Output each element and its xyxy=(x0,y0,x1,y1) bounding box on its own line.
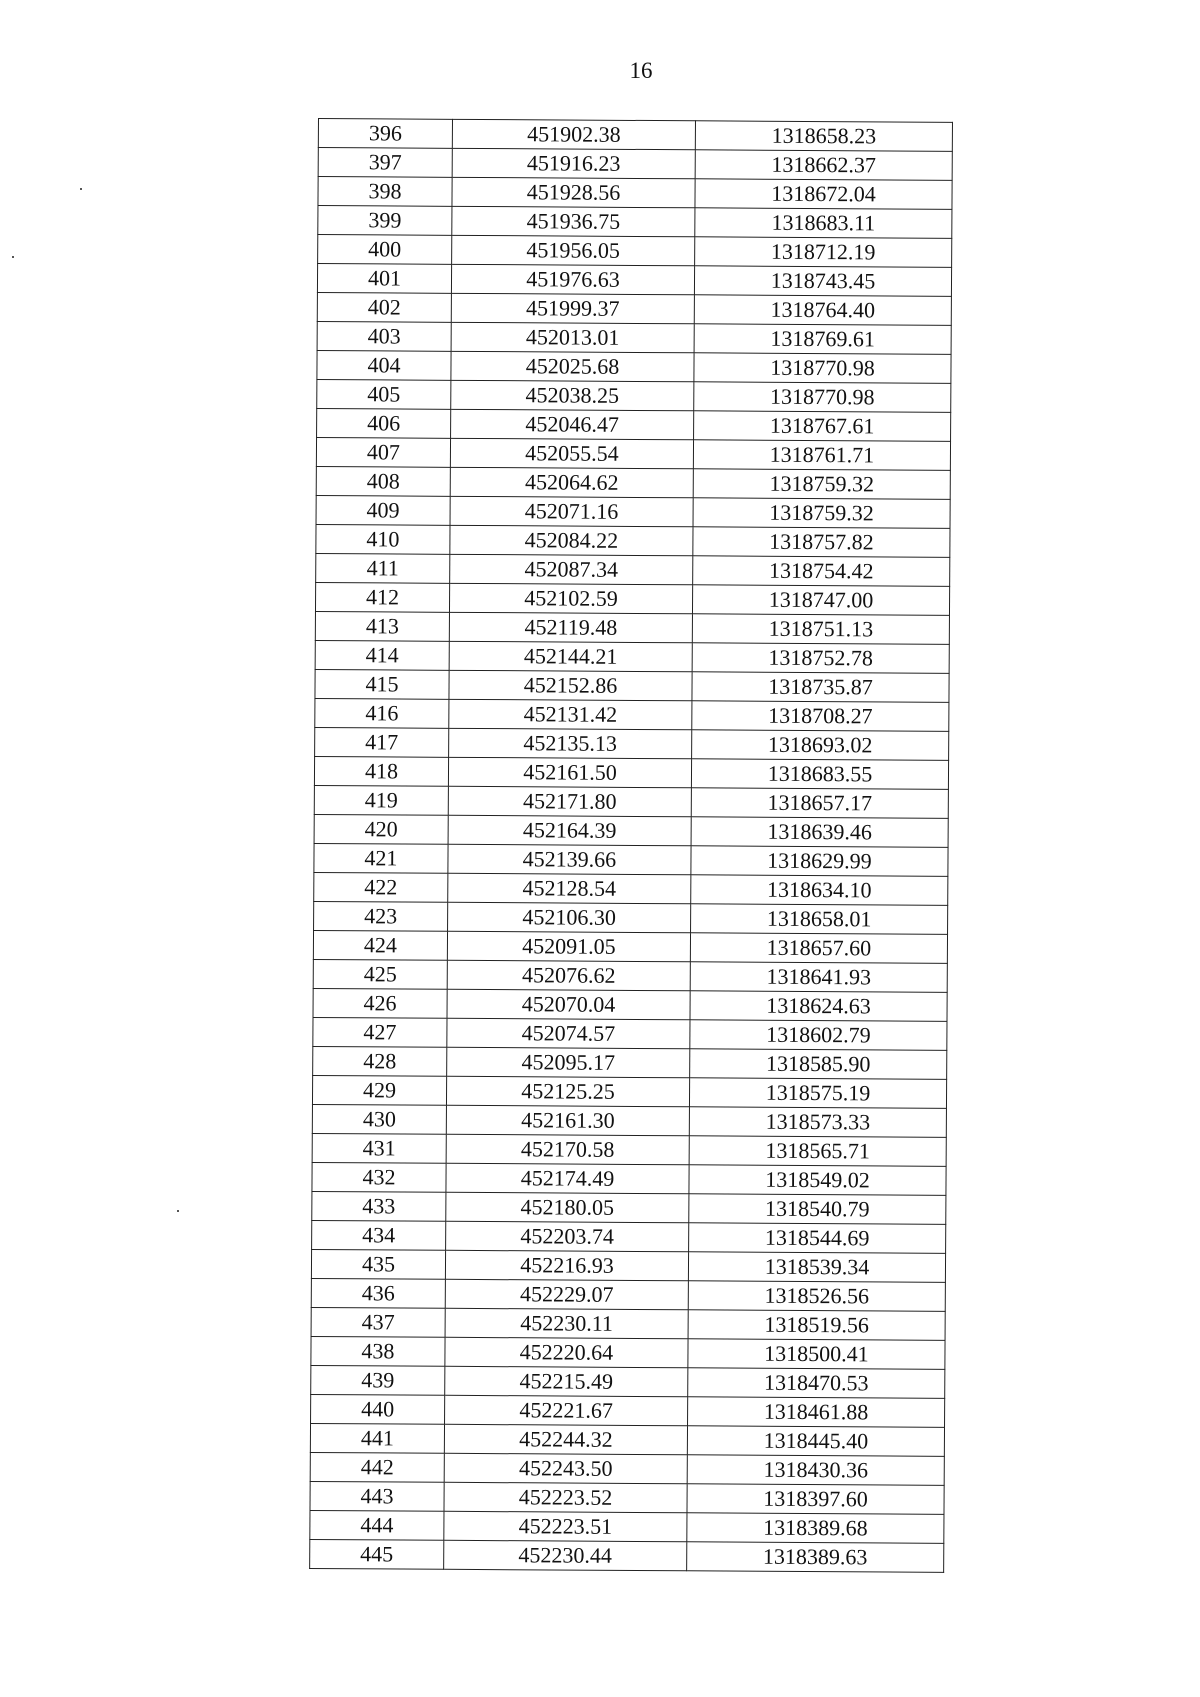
point-number-cell: 428 xyxy=(313,1046,447,1076)
table-row xyxy=(317,264,951,297)
table-row xyxy=(317,350,951,383)
x-coordinate-cell: 452128.54 xyxy=(448,873,691,903)
table-row xyxy=(314,901,948,934)
point-number-cell: 408 xyxy=(316,466,450,496)
point-number-cell: 441 xyxy=(310,1423,444,1453)
x-coordinate-cell: 452203.74 xyxy=(446,1221,689,1251)
table-row xyxy=(314,756,948,789)
point-number-cell: 399 xyxy=(318,206,452,236)
point-number-cell: 418 xyxy=(314,756,448,786)
y-coordinate-cell: 1318662.37 xyxy=(695,150,952,181)
x-coordinate-cell: 452220.64 xyxy=(445,1337,688,1367)
y-coordinate-cell: 1318575.19 xyxy=(689,1078,946,1109)
point-number-cell: 416 xyxy=(315,698,449,728)
x-coordinate-cell: 452064.62 xyxy=(450,467,693,497)
point-number-cell: 398 xyxy=(318,177,452,207)
x-coordinate-cell: 451976.63 xyxy=(451,264,694,294)
y-coordinate-cell: 1318602.79 xyxy=(690,1020,947,1051)
point-number-cell: 403 xyxy=(317,321,451,351)
x-coordinate-cell: 452139.66 xyxy=(448,844,691,874)
table-row xyxy=(315,582,949,615)
point-number-cell: 411 xyxy=(316,553,450,583)
x-coordinate-cell: 452161.30 xyxy=(446,1105,689,1135)
point-number-cell: 396 xyxy=(318,119,452,149)
point-number-cell: 430 xyxy=(312,1104,446,1134)
table-row xyxy=(311,1365,945,1398)
table-row xyxy=(317,321,951,354)
x-coordinate-cell: 452084.22 xyxy=(450,525,693,555)
x-coordinate-cell: 452221.67 xyxy=(445,1395,688,1425)
x-coordinate-cell: 452243.50 xyxy=(444,1453,687,1483)
y-coordinate-cell: 1318445.40 xyxy=(687,1426,944,1457)
y-coordinate-cell: 1318526.56 xyxy=(688,1281,945,1312)
table-row xyxy=(315,669,949,702)
x-coordinate-cell: 452025.68 xyxy=(451,351,694,381)
x-coordinate-cell: 452215.49 xyxy=(445,1366,688,1396)
point-number-cell: 427 xyxy=(313,1017,447,1047)
y-coordinate-cell: 1318461.88 xyxy=(688,1397,945,1428)
y-coordinate-cell: 1318712.19 xyxy=(695,237,952,268)
y-coordinate-cell: 1318641.93 xyxy=(690,962,947,993)
x-coordinate-cell: 452106.30 xyxy=(448,902,691,932)
x-coordinate-cell: 452161.50 xyxy=(448,757,691,787)
x-coordinate-cell: 452070.04 xyxy=(447,989,690,1019)
y-coordinate-cell: 1318693.02 xyxy=(692,730,949,761)
table-row xyxy=(312,1104,946,1137)
point-number-cell: 420 xyxy=(314,814,448,844)
point-number-cell: 435 xyxy=(311,1249,445,1279)
point-number-cell: 422 xyxy=(314,872,448,902)
y-coordinate-cell: 1318657.60 xyxy=(690,933,947,964)
y-coordinate-cell: 1318624.63 xyxy=(690,991,947,1022)
point-number-cell: 423 xyxy=(314,901,448,931)
x-coordinate-cell: 452076.62 xyxy=(447,960,690,990)
y-coordinate-cell: 1318658.01 xyxy=(691,904,948,935)
table-row xyxy=(314,785,948,818)
point-number-cell: 445 xyxy=(310,1539,444,1569)
y-coordinate-cell: 1318683.55 xyxy=(691,759,948,790)
table-row xyxy=(313,1017,947,1050)
table-row xyxy=(310,1481,944,1514)
point-number-cell: 424 xyxy=(313,930,447,960)
point-number-cell: 433 xyxy=(312,1191,446,1221)
y-coordinate-cell: 1318747.00 xyxy=(692,585,949,616)
table-row xyxy=(311,1278,945,1311)
table-row xyxy=(311,1336,945,1369)
point-number-cell: 401 xyxy=(317,264,451,294)
point-number-cell: 409 xyxy=(316,495,450,525)
scan-speck xyxy=(12,256,14,258)
table-row xyxy=(315,698,949,731)
coordinates-table-body xyxy=(310,119,953,1573)
table-row xyxy=(313,959,947,992)
x-coordinate-cell: 452013.01 xyxy=(451,322,694,352)
x-coordinate-cell: 452144.21 xyxy=(449,641,692,671)
x-coordinate-cell: 451956.05 xyxy=(452,235,695,265)
point-number-cell: 439 xyxy=(311,1365,445,1395)
table-row xyxy=(313,930,947,963)
x-coordinate-cell: 452244.32 xyxy=(444,1424,687,1454)
point-number-cell: 434 xyxy=(312,1220,446,1250)
table-row xyxy=(315,611,949,644)
table-row xyxy=(317,408,951,441)
x-coordinate-cell: 451902.38 xyxy=(452,119,695,149)
y-coordinate-cell: 1318565.71 xyxy=(689,1136,946,1167)
table-row xyxy=(310,1452,944,1485)
point-number-cell: 413 xyxy=(315,611,449,641)
y-coordinate-cell: 1318430.36 xyxy=(687,1455,944,1486)
point-number-cell: 410 xyxy=(316,524,450,554)
x-coordinate-cell: 452223.51 xyxy=(444,1511,687,1541)
point-number-cell: 437 xyxy=(311,1307,445,1337)
y-coordinate-cell: 1318657.17 xyxy=(691,788,948,819)
table-row xyxy=(315,727,949,760)
coordinates-table xyxy=(309,118,953,1573)
x-coordinate-cell: 451916.23 xyxy=(452,148,695,178)
table-row xyxy=(314,872,948,905)
point-number-cell: 432 xyxy=(312,1162,446,1192)
y-coordinate-cell: 1318573.33 xyxy=(689,1107,946,1138)
table-row xyxy=(311,1394,945,1427)
x-coordinate-cell: 452071.16 xyxy=(450,496,693,526)
y-coordinate-cell: 1318770.98 xyxy=(694,382,951,413)
x-coordinate-cell: 452131.42 xyxy=(449,699,692,729)
table-row xyxy=(318,235,952,268)
y-coordinate-cell: 1318470.53 xyxy=(688,1368,945,1399)
y-coordinate-cell: 1318767.61 xyxy=(694,411,951,442)
point-number-cell: 417 xyxy=(315,727,449,757)
table-row xyxy=(310,1423,944,1456)
scan-speck xyxy=(80,188,82,190)
y-coordinate-cell: 1318658.23 xyxy=(695,121,952,152)
y-coordinate-cell: 1318754.42 xyxy=(693,556,950,587)
x-coordinate-cell: 452125.25 xyxy=(446,1076,689,1106)
table-row xyxy=(316,553,950,586)
y-coordinate-cell: 1318585.90 xyxy=(690,1049,947,1080)
scan-speck xyxy=(177,1210,179,1212)
table-row xyxy=(312,1133,946,1166)
table-row xyxy=(318,206,952,239)
y-coordinate-cell: 1318761.71 xyxy=(693,440,950,471)
point-number-cell: 405 xyxy=(317,379,451,409)
y-coordinate-cell: 1318672.04 xyxy=(695,179,952,210)
x-coordinate-cell: 452230.11 xyxy=(445,1308,688,1338)
table-row xyxy=(312,1220,946,1253)
table-row xyxy=(310,1539,944,1572)
y-coordinate-cell: 1318770.98 xyxy=(694,353,951,384)
table-row xyxy=(318,119,952,152)
point-number-cell: 400 xyxy=(318,235,452,265)
point-number-cell: 412 xyxy=(315,582,449,612)
table-row xyxy=(311,1249,945,1282)
y-coordinate-cell: 1318752.78 xyxy=(692,643,949,674)
y-coordinate-cell: 1318540.79 xyxy=(689,1194,946,1225)
y-coordinate-cell: 1318549.02 xyxy=(689,1165,946,1196)
x-coordinate-cell: 452216.93 xyxy=(445,1250,688,1280)
x-coordinate-cell: 452046.47 xyxy=(451,409,694,439)
y-coordinate-cell: 1318769.61 xyxy=(694,324,951,355)
y-coordinate-cell: 1318389.63 xyxy=(687,1542,944,1573)
y-coordinate-cell: 1318500.41 xyxy=(688,1339,945,1370)
y-coordinate-cell: 1318519.56 xyxy=(688,1310,945,1341)
point-number-cell: 431 xyxy=(312,1133,446,1163)
y-coordinate-cell: 1318759.32 xyxy=(693,498,950,529)
y-coordinate-cell: 1318759.32 xyxy=(693,469,950,500)
table-row xyxy=(313,1046,947,1079)
table-row xyxy=(312,1191,946,1224)
table-row xyxy=(312,1162,946,1195)
point-number-cell: 440 xyxy=(311,1394,445,1424)
y-coordinate-cell: 1318743.45 xyxy=(694,266,951,297)
point-number-cell: 443 xyxy=(310,1481,444,1511)
y-coordinate-cell: 1318634.10 xyxy=(691,875,948,906)
y-coordinate-cell: 1318629.99 xyxy=(691,846,948,877)
x-coordinate-cell: 452223.52 xyxy=(444,1482,687,1512)
table-row xyxy=(316,466,950,499)
x-coordinate-cell: 452164.39 xyxy=(448,815,691,845)
table-row xyxy=(310,1510,944,1543)
point-number-cell: 402 xyxy=(317,292,451,322)
x-coordinate-cell: 452229.07 xyxy=(445,1279,688,1309)
x-coordinate-cell: 452038.25 xyxy=(451,380,694,410)
x-coordinate-cell: 452091.05 xyxy=(447,931,690,961)
y-coordinate-cell: 1318735.87 xyxy=(692,672,949,703)
x-coordinate-cell: 452152.86 xyxy=(449,670,692,700)
page-number: 16 xyxy=(629,58,653,83)
table-row xyxy=(313,988,947,1021)
y-coordinate-cell: 1318389.68 xyxy=(687,1513,944,1544)
point-number-cell: 404 xyxy=(317,350,451,380)
table-row xyxy=(318,177,952,210)
y-coordinate-cell: 1318639.46 xyxy=(691,817,948,848)
x-coordinate-cell: 452171.80 xyxy=(448,786,691,816)
point-number-cell: 438 xyxy=(311,1336,445,1366)
x-coordinate-cell: 452135.13 xyxy=(449,728,692,758)
x-coordinate-cell: 452170.58 xyxy=(446,1134,689,1164)
point-number-cell: 414 xyxy=(315,640,449,670)
y-coordinate-cell: 1318708.27 xyxy=(692,701,949,732)
point-number-cell: 429 xyxy=(312,1075,446,1105)
y-coordinate-cell: 1318764.40 xyxy=(694,295,951,326)
point-number-cell: 406 xyxy=(317,408,451,438)
y-coordinate-cell: 1318544.69 xyxy=(689,1223,946,1254)
x-coordinate-cell: 452180.05 xyxy=(446,1192,689,1222)
x-coordinate-cell: 451999.37 xyxy=(451,293,694,323)
x-coordinate-cell: 452087.34 xyxy=(450,554,693,584)
y-coordinate-cell: 1318539.34 xyxy=(688,1252,945,1283)
table-row xyxy=(317,379,951,412)
table-row xyxy=(314,814,948,847)
table-row xyxy=(316,524,950,557)
table-row xyxy=(312,1075,946,1108)
y-coordinate-cell: 1318751.13 xyxy=(692,614,949,645)
x-coordinate-cell: 452074.57 xyxy=(447,1018,690,1048)
table-row xyxy=(311,1307,945,1340)
y-coordinate-cell: 1318683.11 xyxy=(695,208,952,239)
point-number-cell: 415 xyxy=(315,669,449,699)
x-coordinate-cell: 452230.44 xyxy=(444,1540,687,1570)
point-number-cell: 436 xyxy=(311,1278,445,1308)
point-number-cell: 426 xyxy=(313,988,447,1018)
x-coordinate-cell: 452119.48 xyxy=(449,612,692,642)
table-row xyxy=(316,437,950,470)
x-coordinate-cell: 451936.75 xyxy=(452,206,695,236)
x-coordinate-cell: 451928.56 xyxy=(452,177,695,207)
table-row xyxy=(316,495,950,528)
x-coordinate-cell: 452055.54 xyxy=(450,438,693,468)
x-coordinate-cell: 452102.59 xyxy=(449,583,692,613)
table-row xyxy=(317,292,951,325)
table-row xyxy=(318,148,952,181)
point-number-cell: 444 xyxy=(310,1510,444,1540)
x-coordinate-cell: 452174.49 xyxy=(446,1163,689,1193)
table-row xyxy=(315,640,949,673)
point-number-cell: 421 xyxy=(314,843,448,873)
y-coordinate-cell: 1318757.82 xyxy=(693,527,950,558)
table-row xyxy=(314,843,948,876)
y-coordinate-cell: 1318397.60 xyxy=(687,1484,944,1515)
point-number-cell: 425 xyxy=(313,959,447,989)
point-number-cell: 397 xyxy=(318,148,452,178)
x-coordinate-cell: 452095.17 xyxy=(447,1047,690,1077)
point-number-cell: 442 xyxy=(310,1452,444,1482)
point-number-cell: 419 xyxy=(314,785,448,815)
point-number-cell: 407 xyxy=(316,437,450,467)
